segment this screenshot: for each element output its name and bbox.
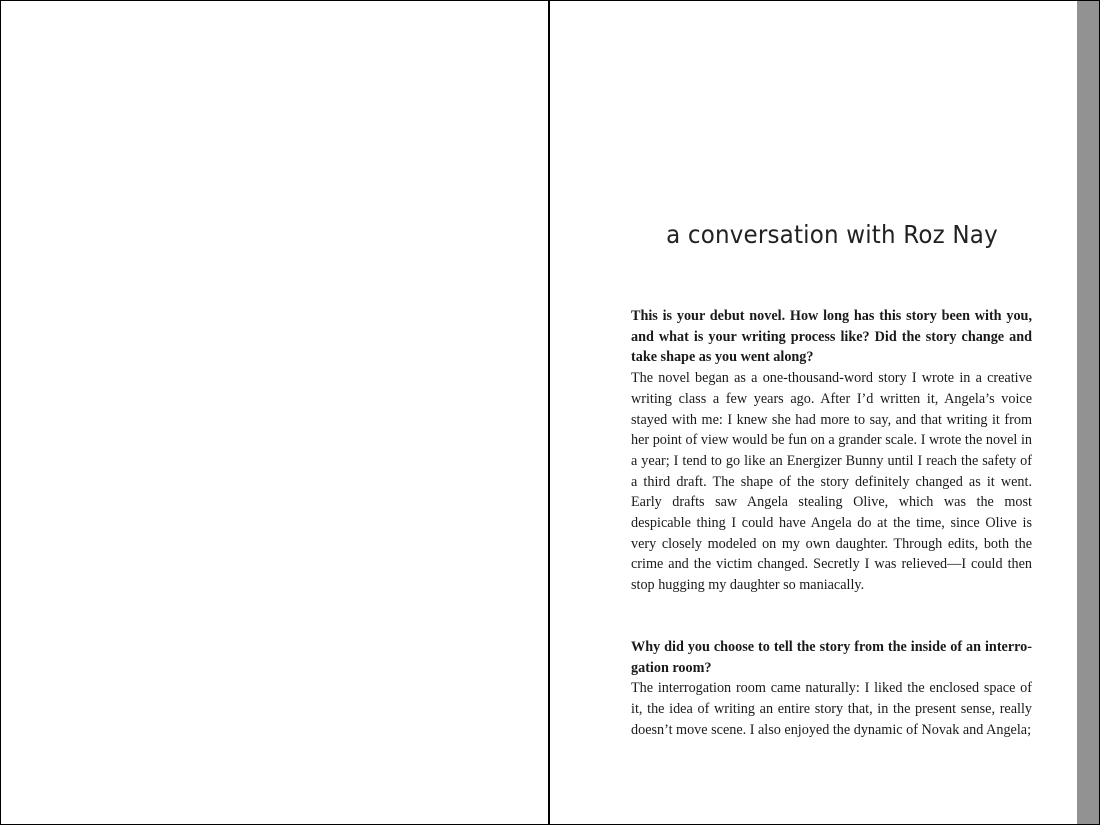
chapter-title: a conversation with Roz Nay — [666, 219, 998, 249]
page-edge-bar — [1077, 1, 1099, 824]
interview-answer: The novel began as a one-thousand-word story I wrote in a creative writing class a few years ago. After I’d written it, Angela’s voice stayed with me: I knew she had more to say, and that writing it from her point of view would be fun on a grander scale. I wrote the novel in a year; I tend to go like an Energizer Bunny until I reach the safety of a third draft. The shape of the story definitely changed as it went. Early drafts saw Angela stealing Olive, which was the most despicable thing I could have Angela do at the time, since Olive is very closely modeled on my own daughter. Through edits, both the crime and the victim changed. Secretly I was relieved—I could then stop hugging my daughter so maniacally. — [631, 370, 1032, 594]
interview-question: This is your debut novel. How long has this story been with you, and what is your writing process like? Did the story change and take shape as you went along? — [631, 308, 1032, 366]
interview-answer: The interrogation room came naturally: I liked the enclosed space of it, the idea of writing an entire story that, in the present sense, really doesn’t move scene. I also enjoyed the dynamic of Novak and Angela; — [631, 680, 1032, 738]
interview-question: Why did you choose to tell the story from the inside of an interro-gation room? — [631, 638, 1032, 676]
interview-body — [631, 306, 1032, 740]
right-page — [552, 1, 1078, 824]
qa-item — [631, 637, 1032, 741]
left-page — [1, 1, 550, 824]
qa-item — [631, 306, 1032, 596]
